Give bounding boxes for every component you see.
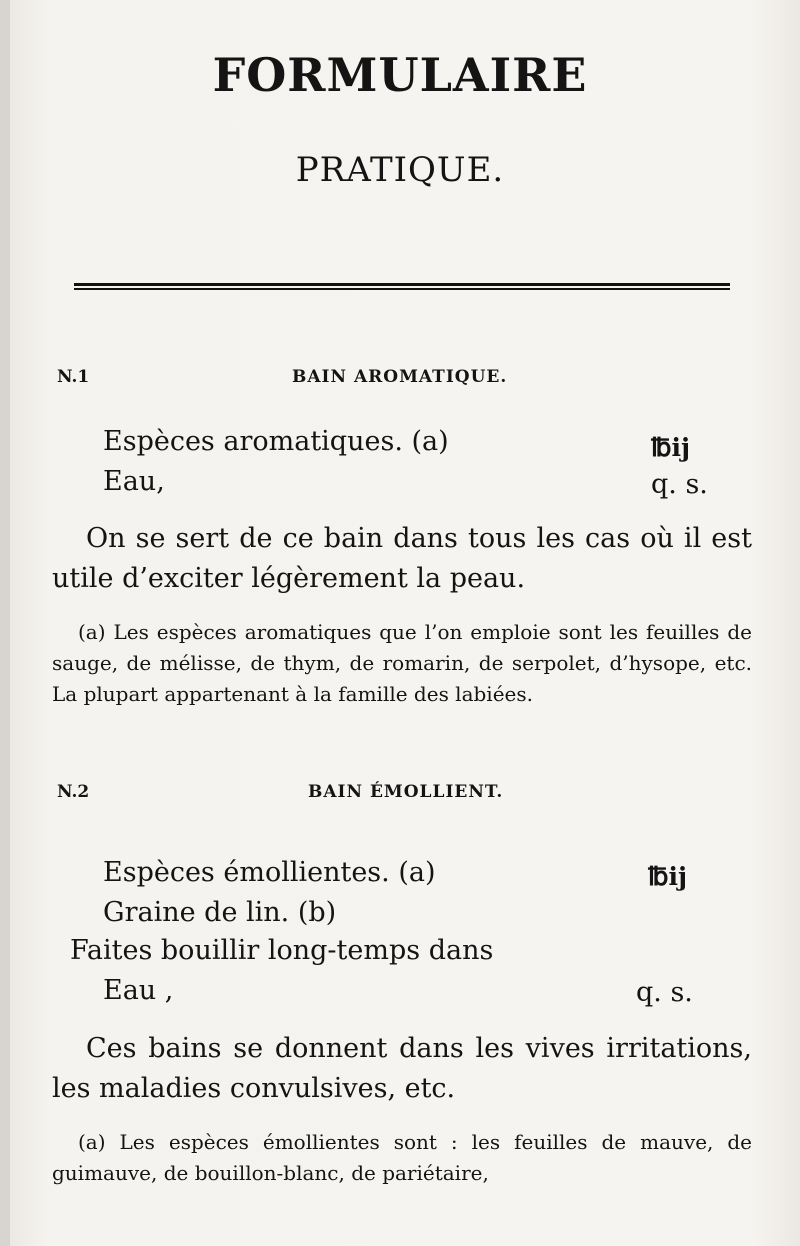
section-1-paragraph [52, 519, 752, 599]
ingredient-qty-1-1: ℔ij [651, 433, 690, 462]
section-2-paragraph [52, 1029, 752, 1109]
ingredient-qty-2-4: q. s. [636, 977, 693, 1008]
section-number-1: N.1 [57, 367, 90, 387]
page-title: FORMULAIRE [212, 48, 588, 102]
section-2-paragraph-text: Ces bains se donnent dans les vives irritations, les maladies convulsives, etc. [52, 1033, 752, 1104]
ingredient-2-3: Faites bouillir long-temps dans [70, 935, 494, 966]
ingredient-2-4: Eau , [103, 975, 174, 1006]
ingredient-qty-2-1: ℔ij [648, 862, 687, 891]
ingredient-1-1: Espèces aromatiques. (a) [103, 426, 449, 457]
section-2-footnote [52, 1127, 752, 1189]
section-2-footnote-text: (a) Les espèces émollientes sont : les feuilles de mauve, de guimauve, de bouillon-blanc, de pariétaire, [52, 1130, 752, 1185]
section-1-footnote [52, 617, 752, 710]
section-number-2: N.2 [57, 782, 90, 802]
section-heading-1: BAIN AROMATIQUE. [292, 367, 508, 387]
title-rule [74, 283, 730, 290]
ingredient-qty-1-2: q. s. [651, 469, 708, 500]
ingredient-2-1: Espèces émollientes. (a) [103, 857, 436, 888]
ingredient-1-2: Eau, [103, 466, 165, 497]
section-1-paragraph-text: On se sert de ce bain dans tous les cas où il est utile d’exciter légèrement la peau. [52, 523, 752, 594]
page-subtitle: PRATIQUE. [295, 150, 505, 190]
section-1-footnote-text: (a) Les espèces aromatiques que l’on emploie sont les feuilles de sauge, de mélisse, de thym, de romarin, de serpolet, d’hysope, etc. La plupart appartenant à la famille des labiées. [52, 620, 752, 706]
ingredient-2-2: Graine de lin. (b) [103, 897, 337, 928]
section-heading-2: BAIN ÉMOLLIENT. [308, 782, 504, 802]
